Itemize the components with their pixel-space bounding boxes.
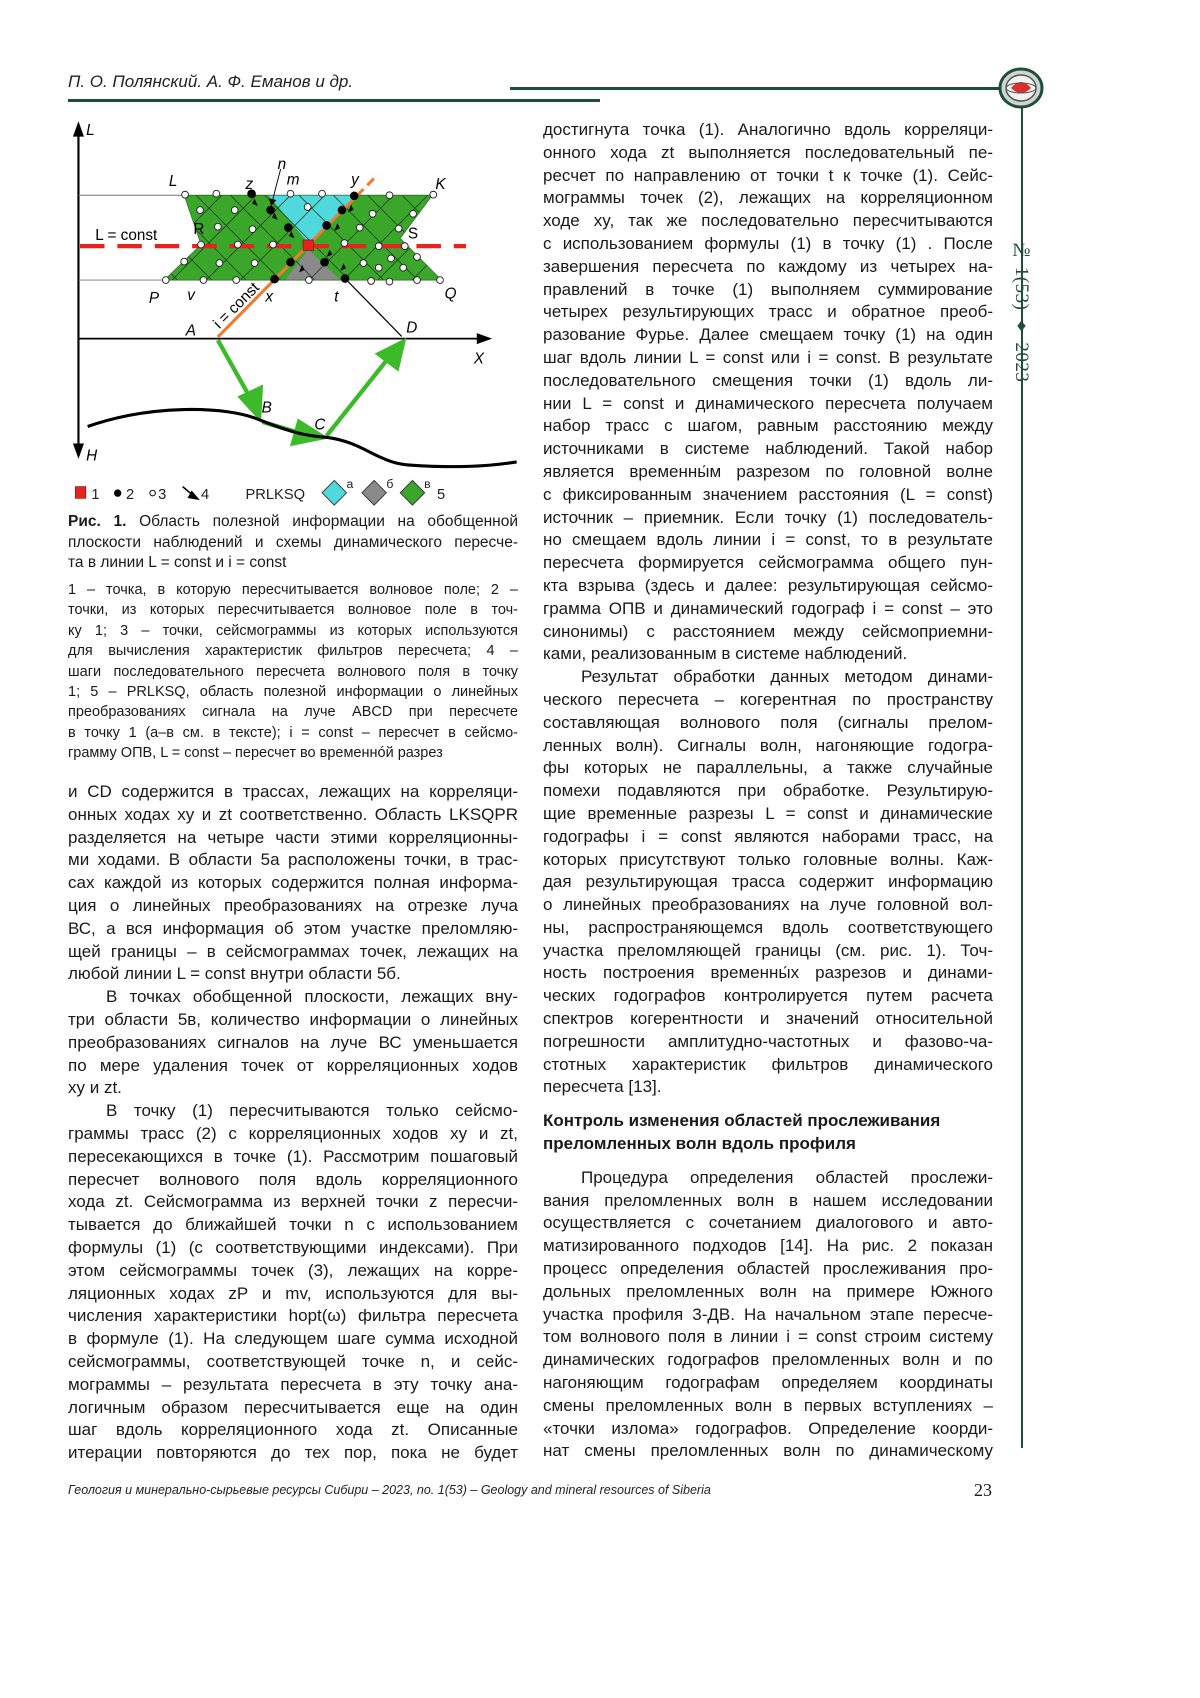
body-line: с фиксированным значением расстояния (L = const) xyxy=(543,484,993,507)
body-line: три области 5в, количество информации о линейных xyxy=(68,1009,518,1032)
section-heading: преломленных волн вдоль профиля xyxy=(543,1133,993,1156)
open-point xyxy=(388,255,395,262)
open-point xyxy=(375,243,382,250)
body-line: этом сейсмограммы точек (3), лежащих на корре- xyxy=(68,1260,518,1283)
open-point xyxy=(234,241,241,248)
filled-point xyxy=(338,206,347,215)
body-line: набор трасс с шагом, равным расстоянию между xyxy=(543,415,993,438)
body-line: стотных характеристик фильтров динамического xyxy=(543,1054,993,1077)
body-line: онного хода zt выполняется последовательный пе- xyxy=(543,142,993,165)
label-x-axis: X xyxy=(473,350,485,367)
body-line: разование Фурье. Далее смещаем точку (1) на один xyxy=(543,324,993,347)
right-column xyxy=(543,119,993,1463)
filled-point xyxy=(284,223,293,232)
body-line: участка преломляющей границы (см. рис. 1). Точ- xyxy=(543,940,993,963)
body-line: ны, распространяющемся вдоль соответствующего xyxy=(543,917,993,940)
body-line: ция о линейных преобразованиях на отрезке луча xyxy=(68,895,518,918)
body-line: дая результирующая трасса содержит информацию xyxy=(543,871,993,894)
caption-line: Рис. 1. Область полезной информации на обобщенной xyxy=(68,512,518,533)
body-line: Результат обработки данных методом динами- xyxy=(543,666,993,689)
open-point xyxy=(356,224,363,231)
legend-3: 3 xyxy=(158,487,166,503)
open-point xyxy=(213,190,220,197)
journal-emblem-icon xyxy=(998,66,1044,110)
body-line: пересчета [13]. xyxy=(543,1076,993,1099)
body-line: является временны́м разрезом по головной волне xyxy=(543,461,993,484)
page-number: 23 xyxy=(974,1480,992,1501)
legend-area: PRLKSQ xyxy=(245,487,305,503)
footer-journal: Геология и минерально-сырьевые ресурсы Сибири – 2023, no. 1(53) – Geology and mineral resources of Siberia xyxy=(68,1483,711,1497)
figure-legend xyxy=(75,477,445,505)
body-line: «точки излома» годографов. Определение коорди- xyxy=(543,1418,993,1441)
body-line: осуществляется с сочетанием диалогового и авто- xyxy=(543,1212,993,1235)
label-K: K xyxy=(435,176,446,193)
body-line: фы которых не параллельны, а также случайные xyxy=(543,757,993,780)
open-point xyxy=(214,223,221,230)
legend-gray-diamond-icon xyxy=(362,480,387,505)
x-axis-arrow-icon xyxy=(477,333,492,344)
body-line: сах каждой из которых содержится полная информа- xyxy=(68,872,518,895)
label-R: R xyxy=(193,221,204,238)
body-line: итерации повторяются до тех пор, пока не будет xyxy=(68,1442,518,1465)
label-m: m xyxy=(287,171,300,188)
body-line: сейсмограммы, соответствующей точке n, и сейс- xyxy=(68,1351,518,1374)
open-point xyxy=(182,191,189,198)
open-point xyxy=(375,264,382,271)
open-point xyxy=(319,190,326,197)
label-P: P xyxy=(149,290,160,307)
open-point xyxy=(233,277,240,284)
body-line: в формуле (1). На следующем шаге сумма исходной xyxy=(68,1328,518,1351)
body-line: правлений в точке (1) выполняем суммирование xyxy=(543,279,993,302)
body-line: дольных преломленных волн на примере Южного xyxy=(543,1281,993,1304)
open-point xyxy=(369,210,376,217)
label-L: L xyxy=(169,173,178,190)
open-point xyxy=(305,277,312,284)
open-point xyxy=(341,240,348,247)
body-line: шаг вдоль линии L = const или i = const. В результате xyxy=(543,347,993,370)
body-line: смены преломленных волн в первых вступлениях – xyxy=(543,1395,993,1418)
figure-number: Рис. 1. xyxy=(68,513,126,530)
open-point xyxy=(162,277,169,284)
body-line: которых присутствуют только головные волны. Каж- xyxy=(543,849,993,872)
ray-abcd xyxy=(218,340,403,443)
filled-point xyxy=(320,258,329,267)
open-point xyxy=(270,241,277,248)
legend-cyan-diamond-icon xyxy=(322,480,347,505)
body-line: участка профиля 3-ДВ. На начальном этапе пересче- xyxy=(543,1304,993,1327)
body-line: числения характеристики hopt(ω) фильтра пересчета xyxy=(68,1305,518,1328)
open-point xyxy=(386,192,393,199)
body-line: том волнового поля в линии i = const строим систему xyxy=(543,1326,993,1349)
open-point xyxy=(216,260,223,267)
body-line: разделяется на четыре части этими корреляционны- xyxy=(68,827,518,850)
open-point xyxy=(400,264,407,271)
filled-point xyxy=(350,192,359,201)
label-D: D xyxy=(406,319,417,336)
body-line: годографы i = const являются наборами трасс, на xyxy=(543,826,993,849)
body-line: помехи подавляются при обработке. Результирую- xyxy=(543,780,993,803)
spacer xyxy=(543,1099,993,1110)
body-line: достигнута точка (1). Аналогично вдоль корреляци- xyxy=(543,119,993,142)
body-line: с использованием формулы (1) в точку (1) . После xyxy=(543,233,993,256)
label-v: v xyxy=(187,287,196,304)
label-y: y xyxy=(350,171,360,188)
figure-caption xyxy=(68,512,518,574)
body-line: ресчет по направлению от точки t к точке (1). Сейс- xyxy=(543,165,993,188)
legend-a: а xyxy=(347,477,354,491)
open-point xyxy=(249,226,256,233)
open-point xyxy=(386,278,393,285)
body-line: ками, реализованным в системе наблюдений. xyxy=(543,643,993,666)
legend-line: ку 1; 3 – точки, сейсмограммы из которых используются xyxy=(68,621,518,641)
legend-5: 5 xyxy=(437,487,445,503)
label-C: C xyxy=(314,417,326,434)
body-line: хода zt. Сейсмограмма из верхней точки z пересчи- xyxy=(68,1191,518,1214)
open-point xyxy=(197,207,204,214)
legend-4: 4 xyxy=(201,487,209,503)
label-i-const: i = const xyxy=(210,279,263,332)
body-line: В точку (1) пересчитываются только сейсмо- xyxy=(68,1100,518,1123)
body-line: последовательного смещения точки (1) вдоль ли- xyxy=(543,370,993,393)
filled-point xyxy=(341,274,350,283)
body-line: мограммы – результата пересчета в эту точку ана- xyxy=(68,1374,518,1397)
body-line: пересчет волнового поля вдоль корреляционного xyxy=(68,1169,518,1192)
body-line: по мере удаления точек от корреляционных ходов xyxy=(68,1055,518,1078)
legend-2: 2 xyxy=(126,487,134,503)
open-point xyxy=(181,258,188,265)
body-line: пересчета формируется сейсмограмма общего пун- xyxy=(543,552,993,575)
label-l-const: L = const xyxy=(95,227,158,244)
legend-line: шаги последовательного пересчета волнового поля в точку xyxy=(68,662,518,682)
open-point xyxy=(395,225,402,232)
label-x: x xyxy=(264,289,274,306)
legend-green-diamond-icon xyxy=(400,480,425,505)
label-h-axis: H xyxy=(86,447,98,464)
l-axis-arrow-icon xyxy=(73,121,84,136)
open-point xyxy=(414,277,421,284)
legend-line: 1 – точка, в которую пересчитывается волновое поле; 2 – xyxy=(68,580,518,600)
body-line: нат смены преломленных волн по динамическому xyxy=(543,1440,993,1463)
legend-circle-icon xyxy=(150,490,156,496)
filled-point xyxy=(266,206,275,215)
body-line: матизированного подходов [14]. На рис. 2 показан xyxy=(543,1235,993,1258)
body-line: и CD содержится в трассах, лежащих на корреляци- xyxy=(68,781,518,804)
open-point xyxy=(287,190,294,197)
body-line: ность построения временны́х разрезов и динами- xyxy=(543,962,993,985)
filled-point xyxy=(286,258,295,267)
open-point xyxy=(200,277,207,284)
body-line: источник – приемник. Если точку (1) последователь- xyxy=(543,507,993,530)
open-point xyxy=(304,204,311,211)
body-line: преобразованиях сигналов на луче ВС уменьшается xyxy=(68,1032,518,1055)
label-z: z xyxy=(244,176,253,193)
open-point xyxy=(368,278,375,285)
ray-t-d xyxy=(345,279,402,337)
header-rule xyxy=(68,99,600,102)
legend-line: в точку 1 (а–в см. в тексте); i = const – пересчет в сейсмо- xyxy=(68,723,518,743)
body-line: ляционных ходах zP и mv, используются для вы- xyxy=(68,1283,518,1306)
section-heading: Контроль изменения областей прослеживания xyxy=(543,1110,993,1133)
body-line: четырех результирующих трасс и обратное преоб- xyxy=(543,301,993,324)
body-line: ВС, а вся информация об этом участке преломляю- xyxy=(68,918,518,941)
open-point xyxy=(360,260,367,267)
body-line: логичным образом пересчитывается еще на один xyxy=(68,1397,518,1420)
body-line: щей границы – в сейсмограммах точек, лежащих на xyxy=(68,941,518,964)
body-line: составляющая волнового поля (сигналы прелом- xyxy=(543,712,993,735)
body-line: ходе xy, так же последовательно пересчитываются xyxy=(543,210,993,233)
h-axis-arrow-icon xyxy=(73,443,84,458)
body-line: граммы трасс (2) с корреляционных ходов xy и zt, xyxy=(68,1123,518,1146)
body-line: погрешности амплитудно-частотных и фазово-ча- xyxy=(543,1031,993,1054)
legend-line: 1; 5 – PRLKSQ, область полезной информации о линейных xyxy=(68,682,518,702)
open-point xyxy=(414,254,421,261)
label-Q: Q xyxy=(445,286,457,303)
filled-point xyxy=(270,275,279,284)
left-column xyxy=(68,781,518,1465)
open-point xyxy=(410,210,417,217)
body-line: В точках обобщенной плоскости, лежащих вну- xyxy=(68,986,518,1009)
body-line: спектров когерентности и значений относительной xyxy=(543,1008,993,1031)
body-line: нии L = const и динамического пересчета получаем xyxy=(543,393,993,416)
open-point xyxy=(231,207,238,214)
body-line: синонимы) с расстоянием между сейсмоприемни- xyxy=(543,621,993,644)
legend-arrow-icon xyxy=(183,487,198,499)
caption-line: та в линии L = const и i = const xyxy=(68,553,518,574)
point-1-marker xyxy=(303,240,313,250)
running-header-authors: П. О. Полянский. А. Ф. Еманов и др. xyxy=(68,72,353,92)
body-line: источниками в системе наблюдений. Такой набор xyxy=(543,438,993,461)
legend-1: 1 xyxy=(91,487,99,503)
body-line: ленных волн). Сигналы волн, нагоняющие годогра- xyxy=(543,735,993,758)
figure-1 xyxy=(57,112,535,519)
legend-line: грамму ОПВ, L = const – пересчет во временнóй разрез xyxy=(68,743,518,763)
legend-v: в xyxy=(424,477,431,491)
open-point xyxy=(437,277,444,284)
legend-line: точки, из которых пересчитывается волновое поле в точ- xyxy=(68,600,518,620)
body-line: о линейных преобразованиях на луче головной вол- xyxy=(543,894,993,917)
body-line: но смещаем вдоль линии i = const, то в результате xyxy=(543,529,993,552)
filled-point xyxy=(322,221,331,230)
legend-b: б xyxy=(386,477,393,491)
body-line: любой линии L = const внутри области 5б. xyxy=(68,963,518,986)
body-line: шаг вдоль корреляционного хода zt. Описанные xyxy=(68,1419,518,1442)
open-point xyxy=(251,260,258,267)
body-line: xy и zt. xyxy=(68,1077,518,1100)
legend-line: преобразованиях сигнала на луче ABCD при пересчете xyxy=(68,702,518,722)
header-rule-right xyxy=(510,87,1002,90)
legend-line: для вычисления характеристик фильтров пересчета; 4 – xyxy=(68,641,518,661)
legend-point-1-icon xyxy=(75,487,85,499)
body-line: Процедура определения областей прослежи- xyxy=(543,1167,993,1190)
issue-number: № 1(53) ♦ 2023 xyxy=(1010,240,1032,382)
figure-legend-text xyxy=(68,580,518,764)
body-line: ми ходами. В области 5а расположены точки, в трас- xyxy=(68,849,518,872)
body-line: нагоняющим годографам определяем координаты xyxy=(543,1372,993,1395)
body-line: процесс определения областей прослеживания про- xyxy=(543,1258,993,1281)
label-A: A xyxy=(185,323,196,340)
label-n: n xyxy=(278,156,287,173)
body-line: щие временные разрезы L = const и динамические xyxy=(543,803,993,826)
body-line: тывается до ближайшей точки n с использованием xyxy=(68,1214,518,1237)
open-point xyxy=(198,241,205,248)
open-point xyxy=(401,243,408,250)
body-line: онных ходах xy и zt соответственно. Область LKSQPR xyxy=(68,804,518,827)
label-t: t xyxy=(334,289,339,306)
body-line: ческих годографов контролируется путем расчета xyxy=(543,985,993,1008)
label-S: S xyxy=(408,225,418,242)
body-line: мограммы точек (2), лежащих на корреляционном xyxy=(543,187,993,210)
body-line: формулы (1) (с соответствующими индексами). При xyxy=(68,1237,518,1260)
body-line: ческого пересчета – когерентная по пространству xyxy=(543,689,993,712)
body-line: динамических годографов преломленных волн и по xyxy=(543,1349,993,1372)
caption-line: плоскости наблюдений и схемы динамического пересче- xyxy=(68,533,518,554)
body-line: вания преломленных волн в нашем исследовании xyxy=(543,1190,993,1213)
label-l-axis: L xyxy=(86,122,95,139)
body-line: пересекающихся в точке (1). Рассмотрим пошаговый xyxy=(68,1146,518,1169)
body-line: завершения пересчета по каждому из четырех на- xyxy=(543,256,993,279)
legend-dot-icon xyxy=(114,489,121,496)
spacer xyxy=(543,1156,993,1167)
body-line: кта взрыва (здесь и далее: результирующая сейсмо- xyxy=(543,575,993,598)
body-line: грамма ОПВ и динамический годограф i = const – это xyxy=(543,598,993,621)
label-B: B xyxy=(262,400,272,417)
